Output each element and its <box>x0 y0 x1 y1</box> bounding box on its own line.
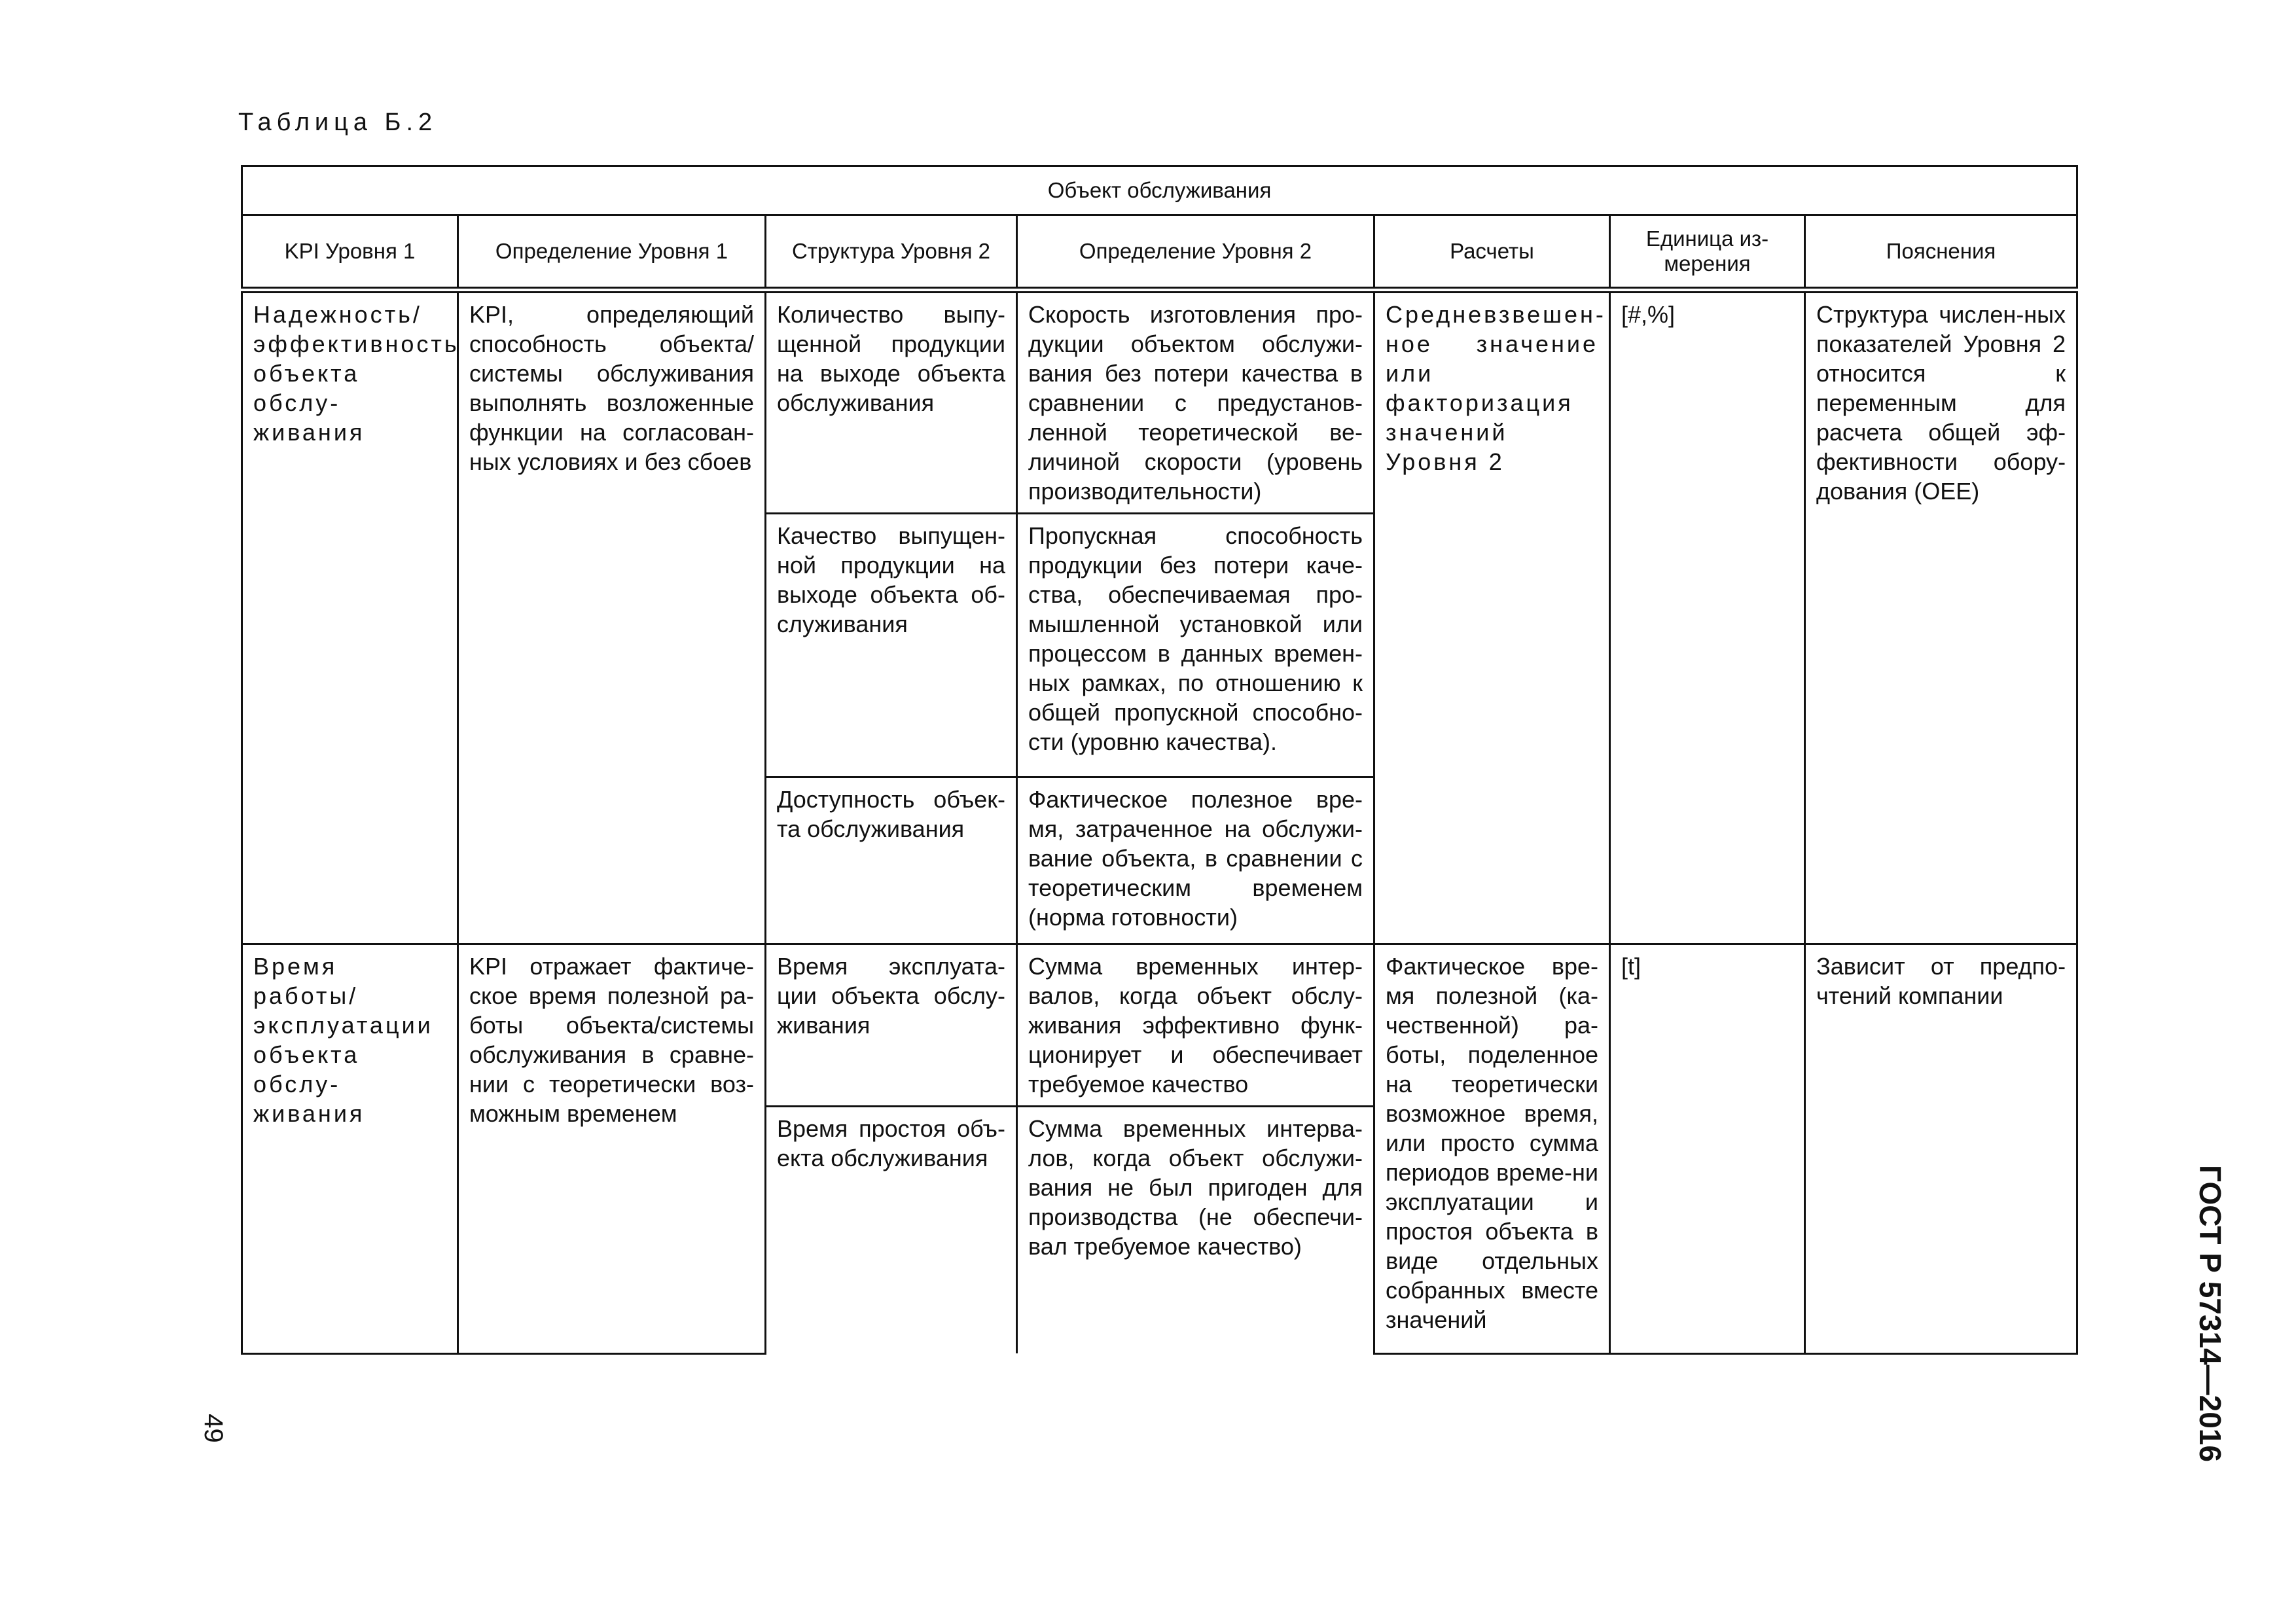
col-header-definition1: Определение Уровня 1 <box>458 215 766 291</box>
calc-cell: Фактическое вре-мя полезной (ка-чественной) ра-боты, поделенное на теоретически возможное время, или просто сумма периодов време-ни эксплуатации и простоя объекта в виде отдельных собранных вместе значений <box>1374 944 1610 1354</box>
notes-cell: Зависит от предпо-чтений компании <box>1805 944 2077 1354</box>
col-header-calc: Расчеты <box>1374 215 1610 291</box>
page-number: 49 <box>198 1414 228 1443</box>
definition1-cell: KPI, определяющий способность объекта/системы обслуживания выполнять возложенные функции на согласован-ных условиях и без сбоев <box>458 290 766 944</box>
table-row <box>242 944 2077 1107</box>
unit-cell: [#,%] <box>1610 290 1805 944</box>
definition2-cell: Сумма временных интер-валов, когда объект обслу-живания эффективно функ-ционирует и обеспечивает требуемое качество <box>1017 944 1374 1107</box>
group-header-row <box>242 166 2077 215</box>
structure-cell: Доступность объек-та обслуживания <box>766 777 1017 944</box>
structure-cell: Качество выпущен-ной продукции на выходе объекта об-служивания <box>766 514 1017 777</box>
kpi-cell: Время работы/ эксплуатации объекта обслу-живания <box>242 944 458 1354</box>
definition2-cell: Пропускная способность продукции без потери каче-ства, обеспечиваемая про-мышленной установкой или процессом в данных времен-ных рамках, по отношению к общей пропускной способно-сти (уровню качества). <box>1017 514 1374 777</box>
col-header-definition2: Определение Уровня 2 <box>1017 215 1374 291</box>
col-header-structure2: Структура Уровня 2 <box>766 215 1017 291</box>
unit-cell: [t] <box>1610 944 1805 1354</box>
group-header: Объект обслуживания <box>242 166 2077 215</box>
notes-cell: Структура числен-ных показателей Уровня 2 относится к переменным для расчета общей эф-фективности обору-дования (OEE) <box>1805 290 2077 944</box>
table-row <box>242 290 2077 514</box>
table-caption: Таблица Б.2 <box>238 109 438 136</box>
structure-cell: Время простоя объ-екта обслуживания <box>766 1107 1017 1354</box>
column-header-row <box>242 215 2077 291</box>
definition1-cell: KPI отражает фактиче-ское время полезной ра-боты объекта/системы обслуживания в сравне-нии с теоретически воз-можным временем <box>458 944 766 1354</box>
document-code: ГОСТ Р 57314—2016 <box>2193 1165 2227 1462</box>
kpi-cell: Надежность/ эффективность объекта обслу-живания <box>242 290 458 944</box>
definition2-cell: Скорость изготовления про-дукции объектом обслужи-вания без потери качества в сравнении с предустанов-ленной теоретической ве-личиной скорости (уровень производительности) <box>1017 290 1374 514</box>
definition2-cell: Сумма временных интерва-лов, когда объект обслужи-вания не был пригоден для производства (не обеспечи-вал требуемое качество) <box>1017 1107 1374 1354</box>
col-header-unit: Единица из-мерения <box>1610 215 1805 291</box>
calc-cell: Средневзвешен-ное значение или факторизация значений Уровня 2 <box>1374 290 1610 944</box>
col-header-kpi: KPI Уровня 1 <box>242 215 458 291</box>
col-header-notes: Пояснения <box>1805 215 2077 291</box>
definition2-cell: Фактическое полезное вре-мя, затраченное на обслужи-вание объекта, в сравнении с теоретическим временем (норма готовности) <box>1017 777 1374 944</box>
kpi-table <box>241 165 2078 1355</box>
structure-cell: Количество выпу-щенной продукции на выходе объекта обслуживания <box>766 290 1017 514</box>
structure-cell: Время эксплуата-ции объекта обслу-живания <box>766 944 1017 1107</box>
